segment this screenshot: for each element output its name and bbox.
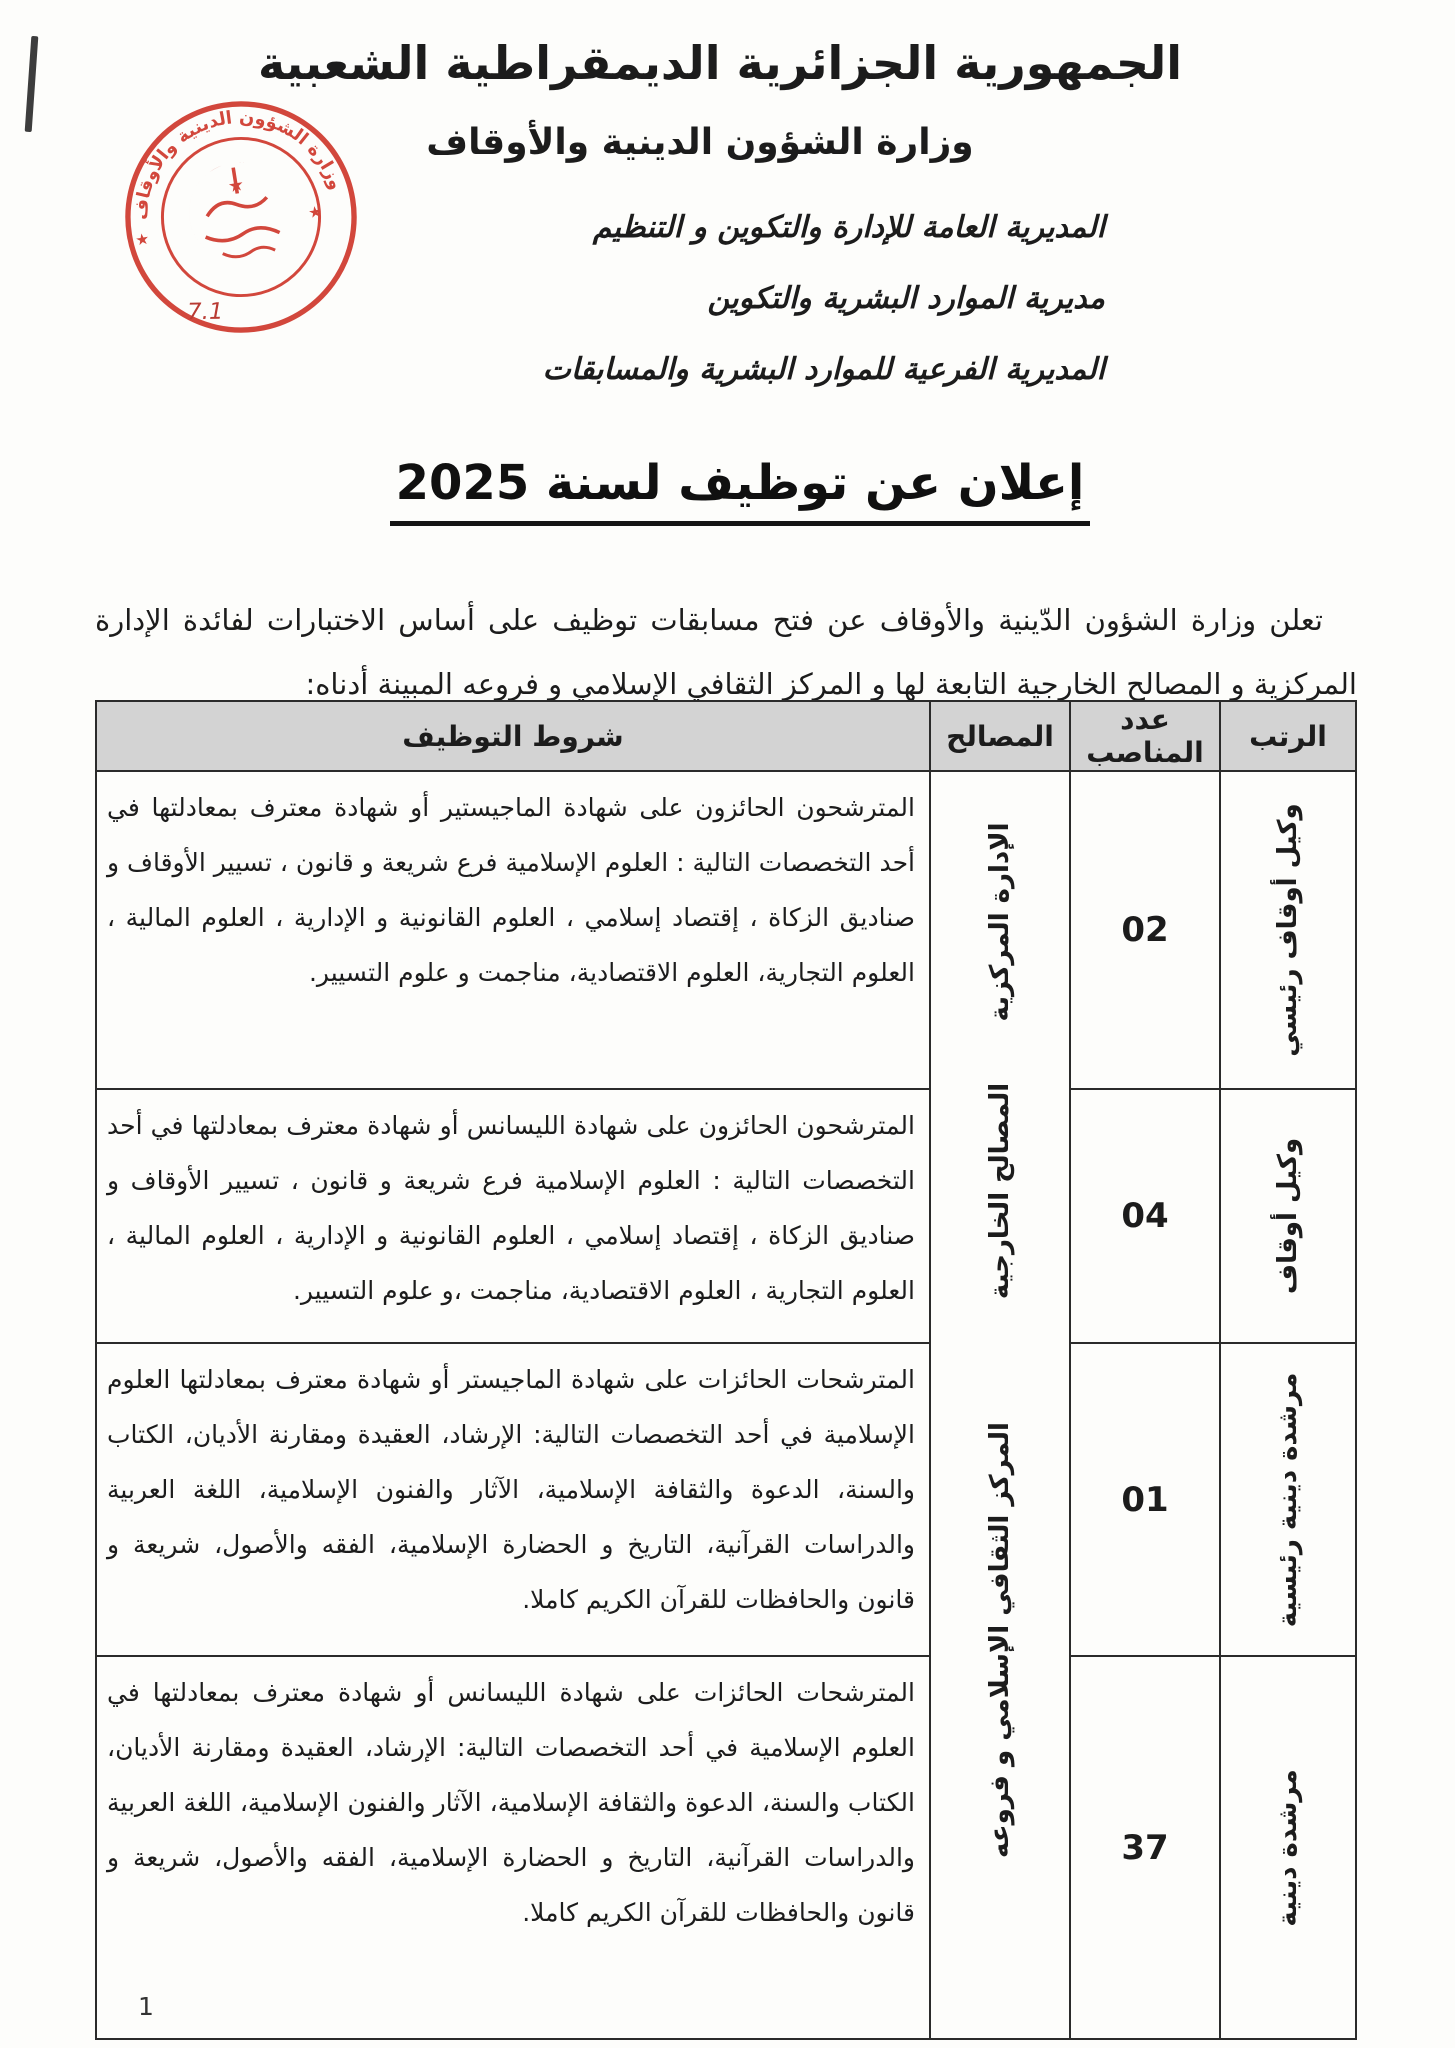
service-label-central-administration: الإدارة المركزية bbox=[985, 822, 1015, 1022]
header-rank: الرتب bbox=[1220, 701, 1356, 771]
official-red-stamp bbox=[105, 81, 377, 353]
table-row bbox=[96, 1089, 1356, 1343]
table-row bbox=[96, 1343, 1356, 1656]
ministry-title: وزارة الشؤون الدينية والأوقاف bbox=[426, 122, 974, 163]
rank-cell bbox=[1220, 1656, 1356, 2039]
table-header-row bbox=[96, 701, 1356, 771]
positions-cell: 04 bbox=[1070, 1089, 1220, 1343]
recruitment-table bbox=[95, 700, 1357, 2040]
republic-title: الجمهورية الجزائرية الديمقراطية الشعبية bbox=[257, 36, 1183, 90]
rank-cell bbox=[1220, 771, 1356, 1089]
services-cell bbox=[930, 771, 1070, 2039]
rank-cell bbox=[1220, 1089, 1356, 1343]
conditions-cell: المترشحات الحائزات على شهادة الماجيستر أو شهادة معترف بمعادلتها العلوم الإسلامية في أحد التخصصات التالية: الإرشاد، العقيدة ومقارنة الأديان، الكتاب والسنة، الدعوة والثقافة الإسلامية، الآثار والفنون الإسلامية، اللغة العربية والدراسات القرآنية، التاريخ و الحضارة الإسلامية، الفقه والأصول، شريعة و قانون والحافظات للقرآن الكريم كاملا. bbox=[96, 1343, 930, 1656]
title-row bbox=[250, 455, 1230, 526]
header-conditions: شروط التوظيف bbox=[96, 701, 930, 771]
positions-cell: 37 bbox=[1070, 1656, 1220, 2039]
service-slot bbox=[931, 772, 1069, 1072]
stamp-left-star-icon: ★ bbox=[134, 229, 151, 250]
directorate-line-general: المديرية العامة للإدارة والتكوين و التنظيم bbox=[592, 210, 1105, 245]
header-positions: عدد المناصب bbox=[1070, 701, 1220, 771]
page-number: 1 bbox=[138, 1992, 154, 2021]
rank-label: مرشدة دينية رئيسية bbox=[1273, 1372, 1303, 1627]
stamp-handwritten-number: 7.1 bbox=[187, 298, 224, 326]
conditions-cell: المترشحون الحائزون على شهادة الماجيستير أو شهادة معترف بمعادلتها في أحد التخصصات التالية : العلوم الإسلامية فرع شريعة و قانون ، تسيير الأوقاف و صناديق الزكاة ، إقتصاد إسلامي ، العلوم القانونية و الإدارية ، العلوم المالية ، العلوم التجارية، العلوم الاقتصادية، مناجمت و علوم التسيير. bbox=[96, 771, 930, 1089]
stamp-ring-text: وزارة الشؤون الدينية والأوقاف bbox=[130, 106, 347, 221]
stamp-seal-graphic bbox=[105, 81, 377, 353]
rank-cell bbox=[1220, 1343, 1356, 1656]
directorate-line-sub: المديرية الفرعية للموارد البشرية والمسابقات bbox=[542, 352, 1105, 387]
conditions-cell: المترشحات الحائزات على شهادة الليسانس أو شهادة معترف بمعادلتها في العلوم الإسلامية في أحد التخصصات التالية: الإرشاد، العقيدة ومقارنة الأديان، الكتاب والسنة، الدعوة والثقافة الإسلامية، الآثار والفنون الإسلامية، اللغة العربية والدراسات القرآنية، التاريخ و الحضارة الإسلامية، الفقه والأصول، شريعة و قانون والحافظات للقرآن الكريم كاملا. bbox=[96, 1656, 930, 2039]
positions-cell: 02 bbox=[1070, 771, 1220, 1089]
service-slot bbox=[931, 1072, 1069, 1310]
conditions-cell: المترشحون الحائزون على شهادة الليسانس أو شهادة معترف بمعادلتها في أحد التخصصات التالية : العلوم الإسلامية فرع شريعة و قانون ، تسيير الأوقاف و صناديق الزكاة ، إقتصاد إسلامي ، العلوم القانونية و الإدارية ، العلوم المالية ، العلوم التجارية ، العلوم الاقتصادية، مناجمت ،و علوم التسيير. bbox=[96, 1089, 930, 1343]
directorate-line-hr: مديرية الموارد البشرية والتكوين bbox=[707, 281, 1105, 316]
intro-paragraph: تعلن وزارة الشؤون الدّينية والأوقاف عن فتح مسابقات توظيف على أساس الاختبارات لفائدة الإدارة المركزية و المصالح الخارجية التابعة لها و المركز الثقافي الإسلامي و فروعه المبينة أدناه: bbox=[95, 603, 1357, 701]
service-label-external-services: المصالح الخارجية bbox=[985, 1082, 1015, 1300]
service-label-islamic-cultural-center: المركز الثقافي الإسلامي و فروعه bbox=[985, 1422, 1015, 1858]
page-title: إعلان عن توظيف لسنة 2025 bbox=[390, 455, 1091, 526]
rank-label: مرشدة دينية bbox=[1273, 1768, 1303, 1927]
positions-cell: 01 bbox=[1070, 1343, 1220, 1656]
stamp-star-icon: ★ bbox=[226, 174, 246, 198]
table-row bbox=[96, 1656, 1356, 2039]
rank-label: وكيل أوقاف bbox=[1273, 1137, 1303, 1295]
rank-label: وكيل أوقاف رئيسي bbox=[1273, 803, 1303, 1057]
header-services: المصالح bbox=[930, 701, 1070, 771]
service-slot bbox=[931, 1310, 1069, 1970]
table-row bbox=[96, 771, 1356, 1089]
stamp-right-star-icon: ★ bbox=[306, 202, 324, 223]
directorate-lines bbox=[543, 192, 1105, 405]
